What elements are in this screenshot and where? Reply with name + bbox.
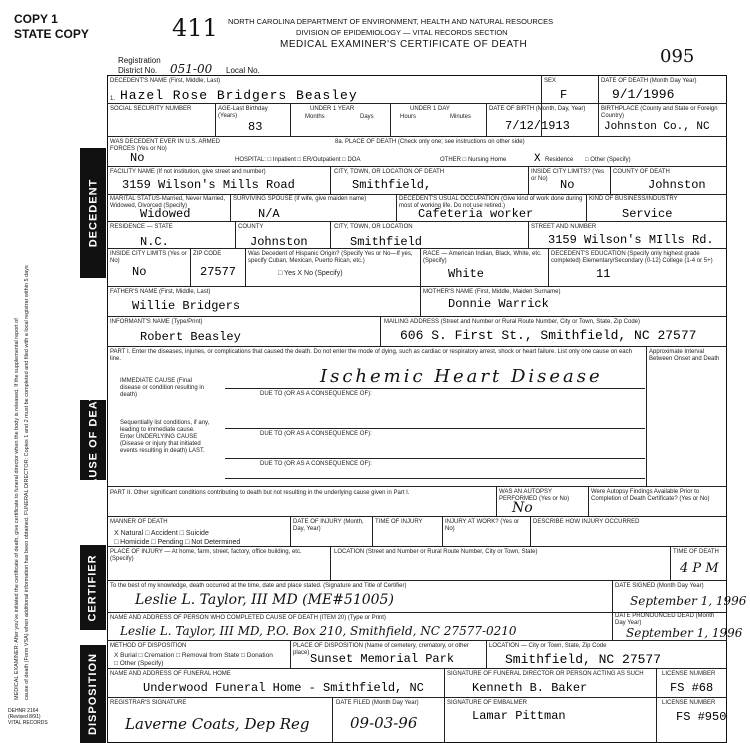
birthplace-label: BIRTHPLACE (County and State or Foreign Country) (601, 106, 718, 119)
disp-location-label: LOCATION — City or Town, State, Zip Code (489, 643, 607, 649)
section-decedent: DECEDENT (80, 148, 106, 278)
hispanic-label: Was Decedent of Hispanic Origin? (Specify Yes or No—If yes, specify Cuban, Mexican, Puerto Rican, etc.) (248, 251, 413, 264)
mother-value: Donnie Warrick (448, 297, 549, 311)
decedent-name: Hazel Rose Bridgers Beasley (120, 88, 358, 103)
part2-label: PART II. Other significant conditions contributing to death but not resulting in the underlying cause given in Part I. (110, 490, 410, 496)
dept-name: NORTH CAROLINA DEPARTMENT OF ENVIRONMENT, HEALTH AND NATURAL RESOURCES (228, 17, 554, 26)
under1y-label: UNDER 1 YEAR (310, 106, 355, 112)
certificate-number: 095 (660, 46, 695, 67)
res-state-label: RESIDENCE — STATE (110, 224, 173, 230)
zip-label: ZIP CODE (193, 251, 222, 257)
dob-label: DATE OF BIRTH (Month, Day, Year) (489, 106, 586, 112)
copy-label: COPY 1 (14, 12, 58, 26)
cert-name-value: Leslie L. Taylor, III MD, P.O. Box 210, Smithfield, NC 27577-0210 (120, 624, 517, 638)
filed-label: DATE FILED (Month Day Year) (336, 700, 419, 706)
city-of-death-label: CITY, TOWN, OR LOCATION OF DEATH (334, 169, 445, 175)
informant-label: INFORMANT'S NAME (Type/Print) (110, 319, 203, 325)
occupation-label: DECEDENT'S USUAL OCCUPATION (Give kind of work done during most of working life. Do not use retired.) (399, 196, 583, 209)
informant-value: Robert Beasley (140, 330, 241, 344)
street-label: STREET AND NUMBER (531, 224, 597, 230)
cert-name-label: NAME AND ADDRESS OF PERSON WHO COMPLETED CAUSE OF DEATH (ITEM 20) (Type or Print) (110, 615, 386, 621)
funeral-value: Underwood Funeral Home - Smithfield, NC (143, 681, 424, 695)
county-of-death-value: Johnston (648, 178, 706, 192)
district-label: District No. (118, 66, 158, 75)
place-injury-label: PLACE OF INJURY — At home, farm, street, factory, office building, etc. (Specify) (110, 549, 302, 562)
time-of-death-value: 4 P M (680, 561, 719, 576)
method-label: METHOD OF DISPOSITION (110, 643, 187, 649)
armed-forces-label: WAS DECEDENT EVER IN U.S. ARMED FORCES (Yes or No) (110, 139, 221, 152)
division-name: DIVISION OF EPIDEMIOLOGY — VITAL RECORDS SECTION (296, 28, 508, 37)
registration-label: Registration (118, 56, 161, 65)
license2-label: LICENSE NUMBER (662, 700, 716, 706)
method-options-1: X Burial □ Cremation □ Removal from State □ Donation (114, 652, 273, 659)
residence-mark: X (534, 153, 541, 165)
place-disposition-value: Sunset Memorial Park (310, 652, 455, 666)
mailing-label: MAILING ADDRESS (Street and Number or Rural Route Number, City or Town, State, Zip Code) (384, 319, 640, 325)
res-county-value: Johnston (250, 235, 308, 249)
local-label: Local No. (226, 66, 260, 75)
funeral-label: NAME AND ADDRESS OF FUNERAL HOME (110, 671, 231, 677)
time-injury-label: TIME OF INJURY (375, 519, 423, 525)
birthplace-value: Johnston Co., NC (604, 121, 710, 133)
part1-label: PART I. Enter the diseases, injuries, or complications that caused the death. Do not enter the mode of dying, such as cardiac or respiratory arrest, shock or heart failure. List only one cause on each line. (110, 349, 632, 362)
method-options-2: □ Other (Specify) (114, 660, 164, 667)
residence-label: Residence (545, 157, 574, 163)
city-of-death-value: Smithfield, (352, 178, 432, 192)
hours-label: Hours (400, 114, 417, 120)
statement-label: To the best of my knowledge, death occurred at the time, date and place stated. (Signature and Title of Certifier) (110, 583, 407, 589)
hispanic-options: □ Yes X No (Specify) (278, 270, 343, 277)
armed-forces-value: No (130, 151, 145, 165)
age-value: 83 (248, 120, 263, 134)
time-of-death-label: TIME OF DEATH (673, 549, 719, 555)
father-value: Willie Bridgers (132, 299, 241, 313)
form-number: DEHNR 2164 (Revised 8/91) VITAL RECORDS (8, 708, 48, 726)
interval-label: Approximate Interval Between Onset and Death (649, 349, 720, 362)
facility-value: 3159 Wilson's Mills Road (122, 178, 295, 192)
mailing-value: 606 S. First St., Smithfield, NC 27577 (400, 328, 697, 343)
res-inside-value: No (132, 265, 147, 279)
place-disposition-label: PLACE OF DISPOSITION (Name of cemetery, crematory, or other place) (293, 643, 469, 656)
work-label: INJURY AT WORK? (Yes or No) (445, 519, 520, 532)
disp-location-value: Smithfield, NC 27577 (505, 652, 662, 667)
county-of-death-label: COUNTY OF DEATH (613, 169, 670, 175)
race-value: White (448, 267, 485, 281)
section-cause: CAUSE OF DEATH (80, 400, 106, 480)
state-copy-label: STATE COPY (14, 27, 89, 41)
industry-value: Service (622, 207, 673, 221)
immediate-label: IMMEDIATE CAUSE (Final disease or condition resulting in death) (120, 378, 205, 398)
section-disposition: DISPOSITION (80, 645, 106, 743)
margin-text-2: cause of death (Form VSA) when additional information has been obtained. FUNERAL DIRECTOR: Copies 1 and 2 must be completed and filed with a local registrar within 5 days (24, 265, 30, 700)
manner-options-2: □ Homicide □ Pending □ Not Determined (114, 539, 241, 546)
immediate-cause: Ischemic Heart Disease (320, 366, 603, 387)
res-inside-label: INSIDE CITY LIMITS (Yes or No) (110, 251, 187, 264)
section-certifier: CERTIFIER (80, 545, 106, 630)
name-label: DECEDENT'S NAME (First, Middle, Last) (110, 78, 221, 84)
location-label: LOCATION (Street and Number or Rural Route Number, City or Town, State) (334, 549, 538, 555)
mother-label: MOTHER'S NAME (First, Middle, Maiden Surname) (423, 289, 561, 295)
pronounced-value: September 1, 1996 (626, 626, 743, 640)
license2-value: FS #950 (676, 710, 727, 724)
license1-label: LICENSE NUMBER (662, 671, 716, 677)
registrar-label: REGISTRAR'S SIGNATURE (110, 700, 187, 706)
dod-value: 9/1/1996 (612, 87, 675, 102)
autopsy-value: No (512, 500, 533, 516)
res-state-value: N.C. (140, 235, 169, 249)
inside-city-value: No (560, 178, 575, 192)
industry-label: KIND OF BUSINESS/INDUSTRY (589, 196, 678, 202)
facility-label: FACILITY NAME (If not institution, give street and number) (110, 169, 266, 175)
due-to-3: DUE TO (OR AS A CONSEQUENCE OF): (260, 461, 372, 467)
res-city-label: CITY, TOWN, OR LOCATION (334, 224, 413, 230)
sequential-label: Sequentially list conditions, if any, leading to immediate cause. Enter UNDERLYING CAUSE (Disease or injury that initiated events resulting in death) LAST. (120, 420, 210, 454)
spouse-value: N/A (258, 207, 280, 221)
due-to-1: DUE TO (OR AS A CONSEQUENCE OF): (260, 391, 372, 397)
manner-label: MANNER OF DEATH (110, 519, 168, 525)
street-value: 3159 Wilson's MIlls Rd. (548, 233, 714, 247)
date-signed-value: September 1, 1996 (630, 594, 747, 608)
license1-value: FS #68 (670, 681, 714, 695)
days-label: Days (360, 114, 374, 120)
findings-label: Were Autopsy Findings Available Prior to Completion of Death Certificate? (Yes or No) (591, 489, 710, 502)
months-label: Months (305, 114, 325, 120)
due-to-2: DUE TO (OR AS A CONSEQUENCE OF): (260, 431, 372, 437)
certificate-title: MEDICAL EXAMINER'S CERTIFICATE OF DEATH (280, 39, 528, 50)
inside-city-label: INSIDE CITY LIMITS? (Yes or No) (531, 169, 605, 182)
filed-value: 09-03-96 (350, 714, 418, 732)
res-county-label: COUNTY (238, 224, 264, 230)
marital-value: Widowed (140, 207, 191, 221)
margin-text-1: MEDICAL EXAMINER: After you've initiated the certificate of death, give certificate to funeral director when the body is released. If the supplemental report of (14, 318, 20, 700)
director-label: SIGNATURE OF FUNERAL DIRECTOR OR PERSON ACTING AS SUCH (447, 671, 644, 677)
dod-label: DATE OF DEATH (Month Day Year) (601, 78, 697, 84)
other-nursing-label: OTHER □ Nursing Home (440, 157, 507, 163)
sex-value: F (560, 88, 568, 102)
place-of-death-label: 8a. PLACE OF DEATH (Check only one; see instructions on other side) (335, 139, 525, 145)
director-value: Kenneth B. Baker (472, 681, 588, 695)
embalmer-value: Lamar Pittman (472, 709, 566, 723)
res-city-value: Smithfield (350, 235, 423, 249)
under1d-label: UNDER 1 DAY (410, 106, 450, 112)
marital-label: MARITAL STATUS-Married, Never Married, Widowed, Divorced (Specify) (110, 196, 226, 209)
race-label: RACE — American Indian, Black, White, etc. (Specify) (423, 251, 542, 264)
date-injury-label: DATE OF INJURY (Month, Day, Year) (293, 519, 364, 532)
education-label: DECEDENT'S EDUCATION (Specify only highest grade completed) Elementary/Secondary (0-12) College (1-4 or 5+) (551, 251, 713, 264)
dob-value: 7/12/1913 (505, 119, 570, 133)
registrar-signature: Laverne Coats, Dep Reg (125, 715, 310, 733)
serial-number: 411 (172, 14, 218, 42)
how-label: DESCRIBE HOW INJURY OCCURRED (533, 519, 640, 525)
zip-value: 27577 (200, 265, 237, 279)
date-signed-label: DATE SIGNED (Month Day Year) (615, 583, 704, 589)
father-label: FATHER'S NAME (First, Middle, Last) (110, 289, 211, 295)
sex-label: SEX (544, 78, 557, 84)
minutes-label: Minutes (450, 114, 472, 120)
pronounced-label: DATE PRONOUNCED DEAD (Month Day Year) (615, 613, 715, 626)
embalmer-label: SIGNATURE OF EMBALMER (447, 700, 527, 706)
other-specify-label: □ Other (Specify) (585, 157, 631, 163)
manner-options-1: X Natural □ Accident □ Suicide (114, 530, 209, 537)
autopsy-label: WAS AN AUTOPSY PERFORMED (Yes or No) (499, 489, 570, 502)
occupation-value: Cafeteria worker (418, 207, 534, 221)
education-value: 11 (596, 267, 611, 281)
age-label: AGE-Last Birthday (Years) (218, 106, 268, 119)
ssn-label: SOCIAL SECURITY NUMBER (110, 106, 192, 112)
spouse-label: SURVIVING SPOUSE (If wife, give maiden name) (233, 196, 367, 202)
district-value: 051-00 (170, 62, 213, 76)
hospital-label: HOSPITAL: □ Inpatient □ ER/Outpatient □ DOA (235, 157, 361, 163)
certifier-signature: Leslie L. Taylor, III MD (ME#51005) (135, 592, 394, 608)
